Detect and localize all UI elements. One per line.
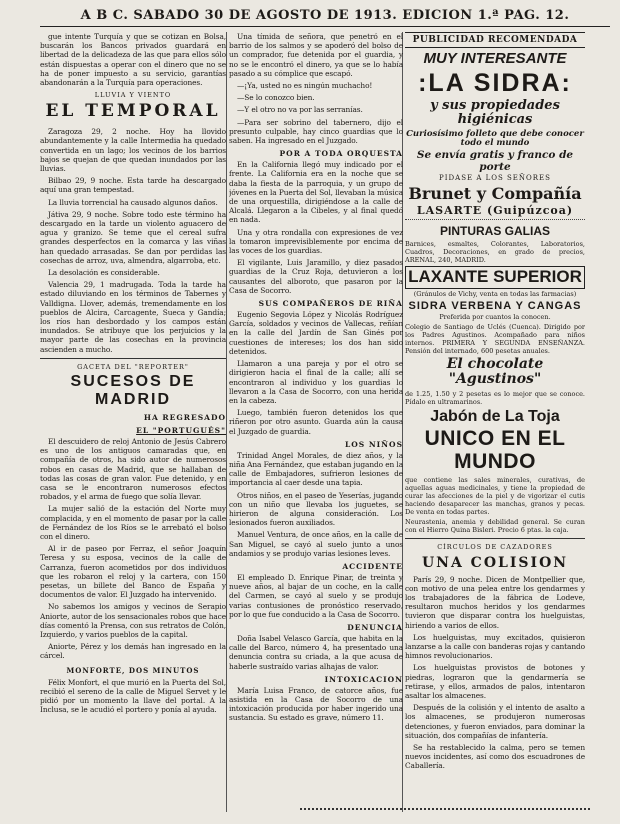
- article-paragraph: Llamaron a una pareja y por el otro se dirigieron hacia el final de la calle; allí se encontraron al individuo y los guardias lo llevaron a la Casa de Socorro, con una herida en la cabeza.: [229, 359, 403, 405]
- article-paragraph: El empleado D. Enrique Pinar, de treinta y nueve años, al bajar de un coche, en la calle del Carmen, se cayó al suelo y se produjo varias contusiones de pronóstico reservado, por lo que fue conducido a la Casa de Socorro.: [229, 572, 403, 619]
- article-paragraph: Una y otra rondalla con expresiones de vez la tomaron imprevisiblemente por encima de las voces de los guardias.: [229, 227, 403, 256]
- ad-line: Preferida por cuantos la conocen.: [439, 312, 551, 321]
- subheading: EL "PORTUGUÉS": [136, 425, 226, 435]
- headline-colision: UNA COLISION: [421, 554, 569, 571]
- article-paragraph: Manuel Ventura, de once años, en la calle de San Miguel, se cayó al suelo junto a unos andamios y se produjo varias lesiones leves.: [229, 530, 403, 558]
- subheading: INTOXICACION: [324, 674, 403, 684]
- ad-line: Curiosísimo folleto que debe conocer todo el mundo: [406, 128, 584, 148]
- article-paragraph: María Luisa Franco, de catorce años, fue asistida en la Casa de Socorro de una intoxicación producida por haber ingerido una sustancia. Su estado es grave, número 11.: [229, 685, 403, 723]
- article-paragraph: La desolación es considerable.: [48, 268, 160, 278]
- article-paragraph: La lluvia torrencial ha causado algunos daños.: [48, 197, 218, 207]
- article-paragraph: Los huelguistas provistos de botones y piedras, lograron que la gendarmería se retirase, y ellos, armados de palos, intentaron asaltar los almacenes.: [405, 663, 585, 700]
- subheading: LOS NIÑOS: [344, 439, 403, 449]
- article-paragraph: Doña Isabel Velasco García, que habita en la calle del Barco, número 4, ha presentado una denuncia contra su criada, a la que acusa de haberle sustraído varias alhajas de valor.: [229, 633, 403, 671]
- section-kicker: CÍRCULOS DE CAZADORES: [437, 542, 553, 551]
- article-paragraph: Bilbao 29, 9 noche. Esta tarde ha descargado aquí una gran tempestad.: [40, 176, 226, 195]
- article-paragraph: El descuidero de reloj Antonio de Jesús Cabrero es uno de los antiguos camaradas que, en compañía de otros, ha sido autor de numerosos robos en casas de Madrid, que se hallaban de todas las cosas de gran valor. Fue detenido, y en casa se le encontraron numerosos efectos robados, y el arma de fuego que solía llevar.: [40, 436, 226, 502]
- subheading: ACCIDENTE: [342, 561, 403, 571]
- article-paragraph: Játiva 29, 9 noche. Sobre todo este término ha descargado en la tarde un violento aguacero de agua y granizo. Se teme que el cereal sufra grandes desperfectos en la comarca y las viñas han quedado arrasadas. Se dan por perdidas las cosechas de arroz, uva, almendra, algarroba, etc.: [40, 209, 226, 265]
- ad-line: Se envía gratis y franco de porte: [416, 149, 574, 173]
- headline-temporal: EL TEMPORAL: [45, 101, 221, 122]
- article-paragraph: El vigilante, Luis Jaramillo, y diez pasados guardias de la Cruz Roja, detuvieron a los causantes del alboroto, que pasaron por la Casa de Socorro.: [229, 258, 403, 295]
- article-paragraph: Luego, también fueron detenidos los que riñeron por otro asunto. Guarda aún la causa el Juzgado de guardia.: [229, 408, 403, 436]
- subheading: POR A TODA ORQUESTA: [279, 149, 403, 159]
- ad-line: (Gránulos de Vichy, venta en todas las farmacias): [413, 289, 577, 298]
- column-1: [40, 32, 226, 816]
- article-paragraph: Zaragoza 29, 2 noche. Hoy ha llovido abundantemente y la calle Intermedia ha quedado convertida en un lago; los vecinos de los barrios bajos se quejan de que quedan inundados por las lluvias.: [40, 127, 226, 174]
- section-kicker: LLUVIA Y VIENTO: [94, 91, 172, 100]
- ad-line: LASARTE (Guipúzcoa): [416, 203, 574, 217]
- column-2: [229, 32, 403, 816]
- ad-line: que contiene las sales minerales, curativas, de aquellas aguas medicinales, y tiene la propiedad de curar las afecciones de la piel y de vigorizar el cutis haciendo desaparecer las manchas, granos y pecas. De venta en todas partes.: [405, 475, 585, 516]
- divider: [405, 538, 585, 539]
- ad-line: LAXANTE SUPERIOR: [405, 266, 585, 289]
- ad-line: y sus propiedades higiénicas: [430, 98, 560, 128]
- article-paragraph: —Se lo conozco bien.: [237, 93, 315, 103]
- article-paragraph: Otros niños, en el paseo de Yeserías, jugando con un niño que llevaba los juguetes, se hirieron de alguna consideración. Los lesionados fueron auxiliados.: [229, 490, 403, 528]
- divider: [405, 219, 585, 223]
- ad-line: PIDASE A LOS SEÑORES: [439, 174, 551, 183]
- page-masthead: A B C. SABADO 30 DE AGOSTO DE 1913. EDICION 1.ª PAG. 12.: [40, 6, 610, 27]
- ad-line: UNICO EN EL MUNDO: [424, 427, 566, 474]
- subheading: DENUNCIA: [347, 622, 403, 632]
- section-kicker: GACETA DEL "REPORTER": [77, 362, 189, 371]
- headline-sucesos: SUCESOS DE MADRID: [70, 372, 196, 408]
- ad-line: PINTURAS GALIAS: [439, 223, 550, 238]
- article-paragraph: París 29, 9 noche. Dicen de Montpellier que, con motivo de una pelea entre los gendarmes y los trabajadores de la fábrica de Lodeve, resultaron muchos heridos y los gendarmes tuvieron que disparar contra los huelguistas, hiriendo a varios de ellos.: [405, 574, 585, 630]
- subheading: SUS COMPAÑEROS DE RIÑA: [258, 299, 403, 309]
- article-paragraph: La mujer salió de la estación del Norte muy complacida, y en el momento de pasar por la calle de Fernández de los Ríos se le arrebató el bolso con el dinero.: [40, 504, 226, 541]
- article-paragraph: Félix Monfort, el que murió en la Puerta del Sol, recibió el sereno de la calle de Miguel Servet y le pidió por un momento la llave del portal. A la Inclusa, se le acudió el portero y ponía al ayuda.: [40, 677, 226, 715]
- ad-line: MUY INTERESANTE: [423, 50, 567, 67]
- subheading: MONFORTE, DOS MINUTOS: [66, 665, 200, 675]
- ad-line: de 1.25, 1.50 y 2 pesetas es lo mejor que se conoce. Pídalo en ultramarinos.: [405, 389, 585, 406]
- ad-line: Colegio de Santiago de Uclés (Cuenca). Dirigido por los Padres Agustinos. Acompañado para niños internos. PRIMERA Y SEGUNDA ENSEÑANZA. Pensión del internado, 600 pesetas anuales.: [405, 323, 585, 355]
- article-paragraph: Al ir de paseo por Ferraz, el señor Joaquín Teresa y su esposa, vecinos de la calle de Carranza, fueron acometidos por dos individuos que les robaron el reloj y la cartera, con 150 pesetas, un billete del Banco de España y documentos de valor. El Juzgado ha intervenido.: [40, 544, 226, 600]
- article-paragraph: En la California llegó muy indicado por el frente. La California era en la noche que se daba la fiesta de la parroquia, y un grupo de jóvenes en la Puerta del Sol, llevaban la música de una orquestilla, dirigiéndose a la calle de Alcalá. Llegaron a la Cibeles, y al final quedó en nada.: [229, 160, 403, 225]
- ad-line: SIDRA VERBENA Y CANGAS: [408, 299, 582, 312]
- ad-section-title: PUBLICIDAD RECOMENDADA: [405, 32, 585, 48]
- column-rule: [226, 32, 227, 812]
- ad-line: El chocolate "Agustinos": [446, 356, 544, 388]
- article-paragraph: —¡Ya, usted no es ningún muchacho!: [237, 81, 373, 91]
- ad-line: :LA SIDRA:: [418, 68, 572, 97]
- article-paragraph: gue intente Turquía y que se cotizan en Bolsa, buscarán los Bancos privados guardará en libertad de la delicadeza de las que para ellos sólo están dispuestas a operar con el dinero que no se ha de poner impuesto a su servicio, garantías abandonarán a la Turquía para operaciones.: [40, 32, 226, 88]
- article-paragraph: No sabemos los amigos y vecinos de Serapio Aniorte, autor de los sensacionales robos que hace días comentó la Prensa, con sus retratos de Colón, Izquierdo, y varios pueblos de la capital.: [40, 602, 226, 639]
- article-paragraph: Aniorte, Pérez y los demás han ingresado en la cárcel.: [40, 642, 226, 661]
- article-paragraph: Después de la colisión y el intento de asalto a los almacenes, se produjeron numerosas detenciones, y fueron enviados, para dominar la situación, dos compañías de infantería.: [405, 703, 585, 740]
- article-paragraph: Los huelguistas, muy excitados, quisieron lanzarse a la calle con banderas rojas y cantando himnos revolucionarios.: [405, 632, 585, 661]
- subheading: HA REGRESADO: [143, 412, 226, 422]
- article-paragraph: Se ha restablecido la calma, pero se temen nuevos incidentes, así como dos escuadrones de Caballería.: [405, 743, 585, 771]
- divider: [40, 358, 226, 359]
- article-paragraph: Trinidad Angel Morales, de diez años, y la niña Ana Fernández, que estaban jugando en la calle de Embajadores, sufrieron lesiones de importancia al caer desde una tapia.: [229, 450, 403, 488]
- footer-divider: [300, 808, 590, 810]
- ad-line: Jabón de La Toja: [430, 407, 560, 425]
- article-paragraph: Eugenio Segovia López y Nicolás Rodríguez García, soldados y vecinos de Vallecas, reñían en la calle del Jardín de San Ginés por cuestiones de intereses; los dos han sido detenidos.: [229, 310, 403, 356]
- ad-line: Neurastenia, anemia y debilidad general. Se curan con el Hierro Quina Bisleri. Precio 6 ptas. la caja.: [405, 517, 585, 534]
- column-3: [405, 32, 585, 816]
- article-paragraph: —Y el otro no va por las serranías.: [237, 105, 363, 115]
- article-paragraph: Valencia 29, 1 madrugada. Toda la tarde ha estado diluviando en los términos de Tabernes y Valldigna. Llover, además, tremendamente en los pueblos de Alcira, Carcagente, Sueca y Gandía; los ríos han desbordado y los campos están inundados. Se atribuye que los perjuicios y la mayor parte de las cosechas en la provincia ascienden a mucho.: [40, 280, 226, 354]
- ad-line: Brunet y Compañía: [408, 184, 582, 204]
- article-paragraph: Una tímida de señora, que penetró en el barrio de los salmos y se apoderó del bolso de un comprador, fue detenida por el guardia, y no se le encontró el dinero, ya que se lo había pasado a su cómplice que escapó.: [229, 32, 403, 78]
- article-paragraph: —Para ser sobrino del tabernero, dijo el presunto culpable, hay cinco guardias que lo saben. Ha ingresado en el Juzgado.: [229, 117, 403, 146]
- ad-line: Barnices, esmaltes, Colorantes, Laboratorios, Cuadros, Decoraciones, en grado de precios, ARENAL, 240, MADRID.: [405, 239, 585, 264]
